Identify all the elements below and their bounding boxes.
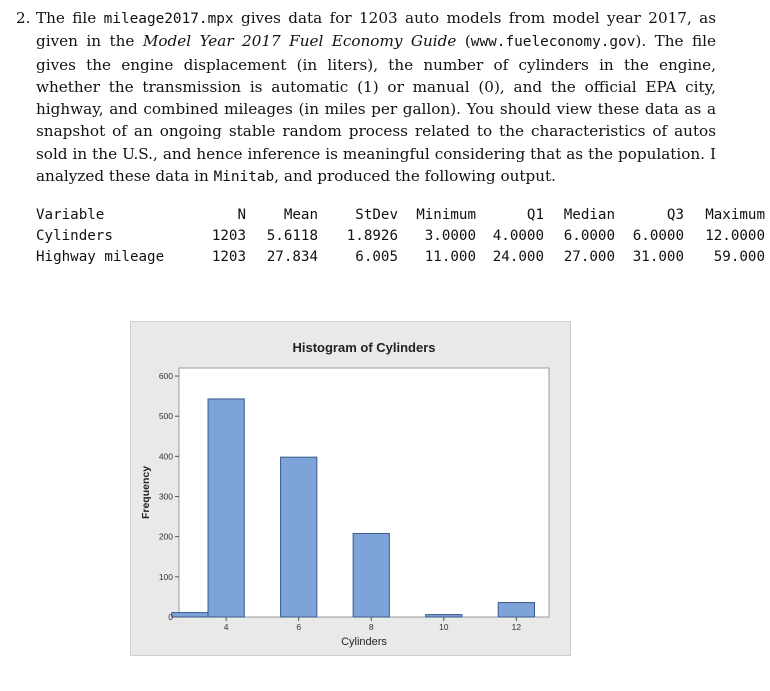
- problem-text-segment: mileage2017.mpx: [103, 11, 234, 27]
- x-tick-label: 10: [439, 622, 449, 632]
- stats-header-cell: Maximum: [705, 207, 765, 223]
- problem-text-segment: The file: [36, 9, 104, 27]
- x-tick-label: 6: [296, 622, 302, 632]
- problem-statement: [16, 7, 716, 188]
- histogram-figure: [130, 321, 571, 656]
- problem-text-segment: gives data for 1203 auto models from model year 2017, as given in the: [36, 9, 716, 51]
- problem-text: [36, 7, 716, 188]
- problem-text-segment: www.fueleconomy.gov: [470, 34, 636, 51]
- stats-cell: 1203: [211, 228, 246, 244]
- stats-cell: Cylinders: [36, 228, 113, 244]
- problem-text-segment: (: [456, 32, 471, 51]
- y-tick-label: 200: [158, 531, 173, 542]
- stats-cell: 31.000: [632, 249, 684, 265]
- y-tick-label: 400: [158, 451, 173, 462]
- stats-header-cell: N: [237, 207, 246, 223]
- y-tick-label: 500: [158, 411, 173, 422]
- stats-cell: Highway mileage: [36, 249, 165, 265]
- stats-cell: 4.0000: [492, 228, 544, 244]
- y-tick-label: 0: [168, 612, 173, 622]
- stats-header-cell: Median: [563, 207, 615, 223]
- stats-cell: 27.834: [266, 249, 318, 265]
- stats-header-cell: Q3: [666, 207, 684, 223]
- stats-header-cell: Q1: [526, 207, 544, 223]
- y-tick-label: 100: [158, 571, 173, 582]
- stats-cell: 6.005: [355, 249, 398, 265]
- stats-header-cell: StDev: [355, 207, 398, 223]
- problem-text-segment: , and produced the following output.: [274, 167, 556, 186]
- stats-cell: 12.0000: [705, 228, 765, 244]
- stats-cell: 24.000: [492, 249, 544, 265]
- stats-row: [36, 249, 770, 270]
- x-axis-label: Cylinders: [341, 636, 387, 648]
- histogram-bar: [353, 533, 389, 617]
- y-tick-label: 600: [158, 371, 173, 382]
- y-tick-label: 300: [158, 491, 173, 502]
- problem-text-segment: ). The file gives the engine displacement (in liters), the number of cylinders in the engine, whether the transmission is automatic (1) or manual (0), and the official EPA city, highway, and combined mileages (in miles per gallon). You should view these data as a snapshot of an ongoing stable random process related to the characteristics of autos sold in the U.S., and hence inference is meaningful considering that as the population. I analyzed these data in: [36, 32, 716, 186]
- stats-cell: 59.000: [713, 249, 765, 265]
- histogram-bar: [281, 457, 317, 617]
- histogram-bar: [426, 615, 462, 617]
- x-tick-label: 8: [368, 622, 374, 632]
- histogram-bar: [172, 613, 208, 617]
- stats-cell: 27.000: [563, 249, 615, 265]
- stats-cell: 6.0000: [632, 228, 684, 244]
- y-axis-label: Frequency: [140, 465, 152, 520]
- stats-row: [36, 228, 770, 249]
- stats-header-row: [36, 207, 770, 228]
- histogram-bar: [208, 399, 244, 617]
- problem-text-segment: Minitab: [213, 169, 275, 186]
- stats-cell: 6.0000: [563, 228, 615, 244]
- stats-header-cell: Mean: [283, 207, 318, 223]
- stats-cell: 3.0000: [424, 228, 476, 244]
- problem-number: 2.: [16, 9, 31, 27]
- chart-title: Histogram of Cylinders: [292, 340, 436, 355]
- x-tick-label: 12: [511, 622, 522, 632]
- histogram-bar: [498, 603, 534, 617]
- x-tick-label: 4: [223, 622, 229, 632]
- histogram-chart: [131, 322, 572, 657]
- stats-cell: 5.6118: [266, 228, 318, 244]
- stats-cell: 1.8926: [346, 228, 398, 244]
- stats-cell: 1203: [211, 249, 246, 265]
- problem-text-segment: Model Year 2017 Fuel Economy Guide: [142, 32, 457, 51]
- stats-header-cell: Minimum: [416, 207, 476, 223]
- descriptive-statistics-table: [36, 207, 770, 270]
- stats-header-cell: Variable: [36, 207, 105, 223]
- stats-cell: 11.000: [424, 249, 476, 265]
